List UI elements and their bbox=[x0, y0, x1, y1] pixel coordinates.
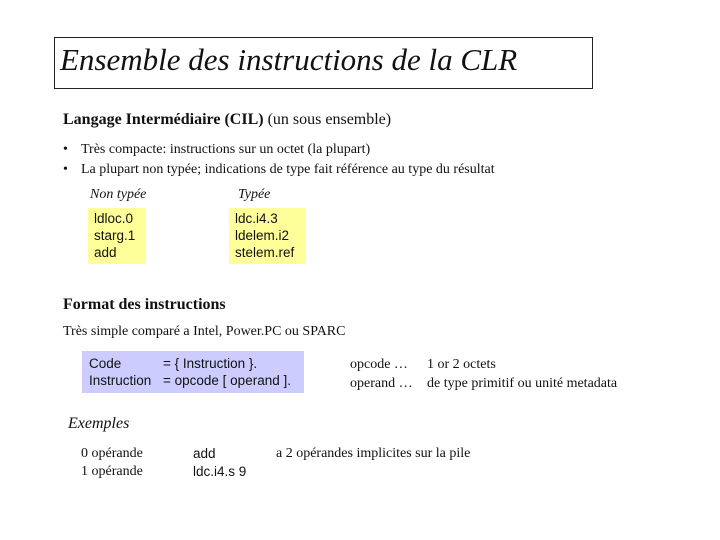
bullet-text: Très compacte: instructions sur un octet (la plupart) bbox=[81, 142, 371, 157]
bullet-glyph: • bbox=[63, 142, 68, 157]
definitions bbox=[350, 355, 617, 393]
example-label: 0 opérande bbox=[81, 446, 143, 461]
definition-row bbox=[350, 374, 617, 393]
definition-text: 1 or 2 octets bbox=[427, 357, 496, 372]
example-labels bbox=[81, 445, 143, 481]
grammar-row bbox=[89, 372, 304, 389]
typed-label: Typée bbox=[238, 187, 271, 202]
example-code: ldc.i4.s 9 bbox=[193, 464, 247, 479]
definition-text: de type primitif ou unité metadata bbox=[427, 376, 618, 391]
code-line: ldloc.0 bbox=[94, 211, 134, 226]
example-note: a 2 opérandes implicites sur la pile bbox=[276, 446, 471, 461]
grammar-term: Code bbox=[89, 356, 122, 371]
example-label: 1 opérande bbox=[81, 464, 143, 479]
cil-heading-rest: (un sous ensemble) bbox=[263, 111, 392, 128]
examples-label: Exemples bbox=[68, 415, 130, 432]
code-line: starg.1 bbox=[94, 228, 136, 243]
slide-title: Ensemble des instructions de la CLR bbox=[60, 42, 518, 77]
definition-row bbox=[350, 355, 617, 374]
code-line: ldc.i4.3 bbox=[235, 211, 278, 226]
bullet-glyph: • bbox=[63, 162, 68, 177]
example-code: add bbox=[193, 446, 216, 461]
typed-code-box bbox=[229, 208, 305, 264]
format-heading: Format des instructions bbox=[63, 296, 226, 313]
bullet-item bbox=[63, 162, 495, 178]
untyped-label: Non typée bbox=[90, 187, 147, 202]
code-line: ldelem.i2 bbox=[235, 228, 290, 243]
definition-term: opcode … bbox=[350, 357, 408, 372]
example-codes bbox=[193, 445, 246, 481]
untyped-code-box bbox=[88, 208, 146, 264]
bullet-item bbox=[63, 142, 370, 158]
bullet-text: La plupart non typée; indications de type fait référence au type du résultat bbox=[81, 162, 495, 177]
grammar-box bbox=[82, 351, 304, 393]
definition-term: operand … bbox=[350, 376, 413, 391]
grammar-row bbox=[89, 355, 304, 372]
format-description: Très simple comparé a Intel, Power.PC ou SPARC bbox=[63, 324, 346, 339]
grammar-definition: = { Instruction }. bbox=[163, 356, 258, 371]
grammar-term: Instruction bbox=[89, 373, 152, 388]
cil-heading-bold: Langage Intermédiaire (CIL) bbox=[63, 111, 264, 128]
code-line: stelem.ref bbox=[235, 245, 295, 260]
code-line: add bbox=[94, 245, 117, 260]
cil-heading bbox=[63, 111, 391, 129]
grammar-definition: = opcode [ operand ]. bbox=[163, 373, 291, 388]
